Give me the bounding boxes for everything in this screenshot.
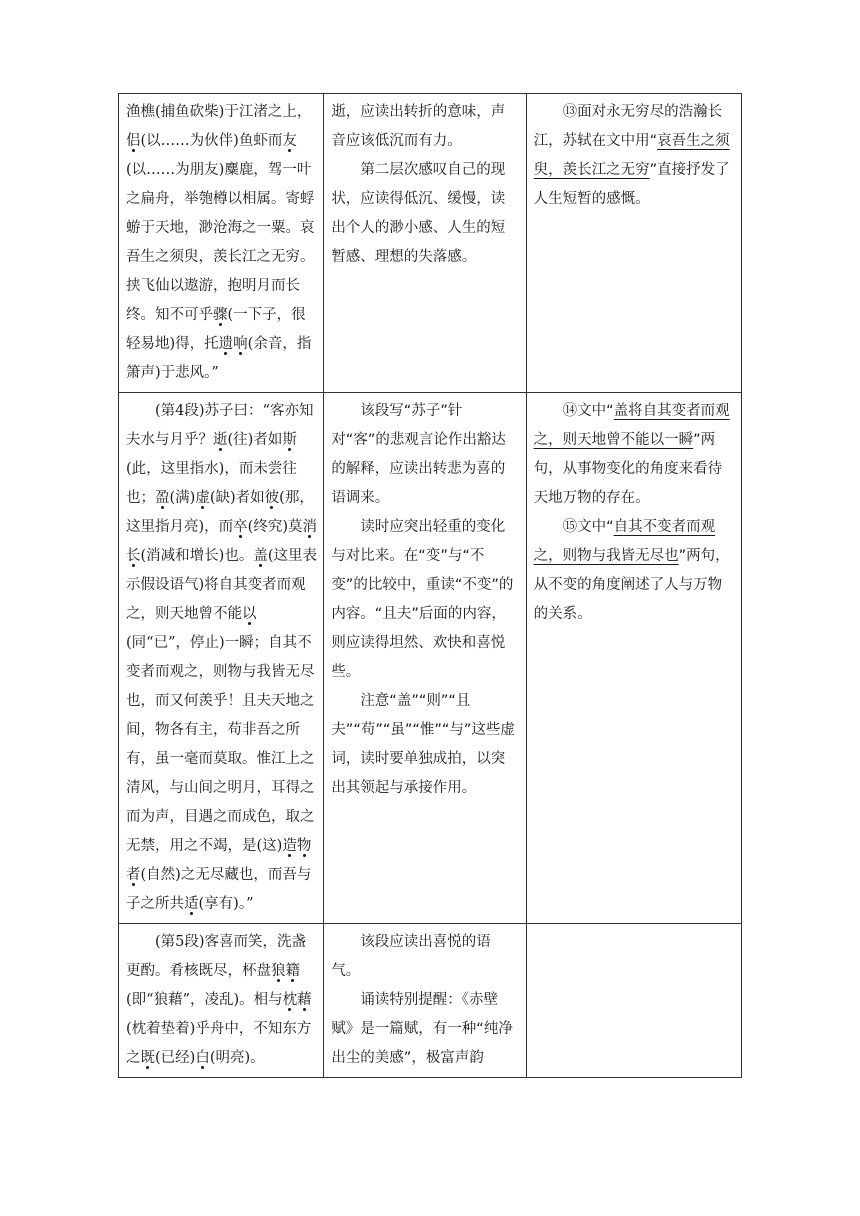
emphasis-dot-char: 籍 bbox=[285, 963, 300, 979]
source-text-cell bbox=[119, 924, 324, 1078]
emphasis-dot-char: 虚 bbox=[195, 490, 210, 506]
emphasis-dot-char: 彼 bbox=[264, 490, 280, 506]
emphasis-dot-char: 逝 bbox=[213, 432, 228, 448]
analysis-text: ⑮文中“ bbox=[562, 519, 614, 535]
text-segment: (以……为伙伴)鱼虾而 bbox=[140, 133, 283, 149]
emphasis-dot-char: 白 bbox=[195, 1050, 210, 1066]
emphasis-dot-char: 物 bbox=[296, 838, 312, 854]
table-row bbox=[119, 924, 742, 1078]
reading-guide-paragraph: 逝，应读出转折的意味，声音应该低沉而有力。 bbox=[331, 104, 506, 149]
text-segment: (消减和增长)也。 bbox=[140, 548, 254, 564]
text-segment: (这) bbox=[256, 838, 283, 854]
source-text-cell bbox=[119, 393, 324, 924]
source-text bbox=[126, 397, 317, 919]
text-segment: 渔樵 bbox=[126, 104, 155, 120]
text-segment: (第5段)客喜而笑，洗盏更酌。肴核既尽，杯盘 bbox=[126, 934, 307, 979]
text-segment: (第4段)苏子曰：“客亦知夫水与月乎？ bbox=[126, 403, 314, 448]
text-segment: (享有)。” bbox=[198, 896, 254, 912]
source-text bbox=[126, 928, 317, 1073]
emphasis-dot-char: 者 bbox=[126, 867, 141, 883]
emphasis-dot-char: 盈 bbox=[155, 490, 170, 506]
emphasis-dot-char: 友 bbox=[282, 133, 297, 149]
analysis-text: ”两句，从不变的角度阐述了人与万物的关系。 bbox=[533, 548, 730, 622]
text-segment: (枕着垫着)乎舟中，不知东方之 bbox=[126, 1021, 312, 1066]
emphasis-dot-char: 斯 bbox=[282, 432, 297, 448]
analysis-cell bbox=[526, 924, 741, 1078]
text-segment: (往)者如 bbox=[227, 432, 283, 448]
text-segment: (余音，指箫声)于悲风。” bbox=[126, 336, 312, 381]
analysis-text: ”两句，从事物变化的角度来看待天地万物的存在。 bbox=[533, 432, 723, 506]
text-segment: (以……为朋友)麋鹿，驾一叶之扁舟，举匏樽以相属。寄蜉蝣于天地，渺沧海之一粟。哀吾生之须臾，羡长江之无穷。挟飞仙以遨游，抱明月而长终。知不可乎 bbox=[126, 162, 315, 323]
emphasis-dot-char: 卒 bbox=[233, 519, 248, 535]
analysis-text: ”直接抒发了人生短暂的感慨。 bbox=[533, 162, 730, 207]
analysis-paragraph bbox=[534, 98, 735, 214]
text-segment: (明亮)。 bbox=[209, 1050, 265, 1066]
analysis-cell bbox=[526, 94, 741, 393]
emphasis-dot-char: 以 bbox=[242, 606, 257, 622]
analysis-text: ⑬面对永无穷尽的浩瀚长江，苏轼在文中用“ bbox=[533, 104, 723, 149]
emphasis-dot-char: 长 bbox=[126, 548, 141, 564]
text-segment: (缺)者如 bbox=[209, 490, 265, 506]
emphasis-dot-char: 狼 bbox=[271, 963, 286, 979]
emphasis-dot-char: 消 bbox=[302, 519, 317, 535]
text-segment: (这里表示假设语气)将自其变者而观之，则天地曾不能 bbox=[126, 548, 317, 622]
reading-guide-paragraph: 读时应突出轻重的变化与对比来。在“变”与“不变”的比较中，重读“不变”的内容。“且夫”后面的内容，则应读得坦然、欢快和喜悦些。 bbox=[331, 519, 514, 680]
text-segment: (那，这里指月亮)，而 bbox=[126, 490, 314, 535]
emphasis-dot-char: 骤 bbox=[213, 307, 228, 323]
emphasis-dot-char: 盖 bbox=[253, 548, 268, 564]
analysis-cell bbox=[526, 393, 741, 924]
source-text-cell bbox=[119, 94, 324, 393]
emphasis-dot-char: 侣 bbox=[126, 133, 141, 149]
reading-guide-paragraph: 第二层次感叹自己的现状，应读得低沉、缓慢，读出个人的渺小感、人生的短暂感、理想的失落感。 bbox=[331, 162, 506, 265]
analysis-text: ⑭文中“ bbox=[562, 403, 614, 419]
emphasis-dot-char: 藉 bbox=[297, 992, 312, 1008]
reading-guide-paragraph: 该段应读出喜悦的语气。 bbox=[331, 934, 491, 979]
emphasis-dot-char: 既 bbox=[140, 1050, 155, 1066]
annotation-table bbox=[118, 93, 742, 1078]
text-segment: (捕鱼砍柴)于江渚之上， bbox=[155, 104, 312, 120]
quoted-text: 盖将自其变者而观之，则天地曾不能以一瞬 bbox=[533, 403, 730, 448]
emphasis-dot-char: 适 bbox=[184, 896, 199, 912]
emphasis-dot-char: 造 bbox=[282, 838, 297, 854]
text-segment: (此，这里指水)，而未尝往也； bbox=[126, 461, 297, 506]
reading-guide-cell bbox=[324, 924, 526, 1078]
reading-guide-paragraph: 该段写“苏子”针对“客”的悲观言论作出豁达的解释，应读出转悲为喜的语调来。 bbox=[331, 403, 506, 506]
analysis-paragraph bbox=[534, 397, 735, 513]
quoted-text: 自其不变者而观之，则物与我皆无尽也 bbox=[533, 519, 716, 564]
text-segment: (满) bbox=[169, 490, 196, 506]
reading-guide-paragraph: 诵读特别提醒：《赤壁赋》是一篇赋，有一种“纯净出尘的美感”，极富声韵 bbox=[331, 992, 513, 1066]
emphasis-dot-char: 响 bbox=[233, 336, 248, 352]
reading-guide-cell bbox=[324, 393, 526, 924]
text-segment: (终究)莫 bbox=[247, 519, 303, 535]
text-segment: (已经) bbox=[155, 1050, 196, 1066]
text-segment: (自然)之无尽藏也，而吾与子之所共 bbox=[126, 867, 312, 912]
emphasis-dot-char: 遗 bbox=[218, 336, 234, 352]
table-row bbox=[119, 393, 742, 924]
source-text bbox=[126, 98, 317, 388]
text-segment: (一下子，很轻易地)得，托 bbox=[126, 307, 306, 352]
analysis-paragraph bbox=[534, 513, 735, 629]
text-segment: (同“已”，停止)一瞬；自其不变者而观之，则物与我皆无尽也，而又何羡乎！且夫天地之间，物各有主，苟非吾之所有，虽一毫而莫取。惟江上之清风，与山间之明月，耳得之而为声，目遇之而成色，取之无禁，用之不竭，是 bbox=[126, 635, 315, 854]
text-segment: (即“狼藉”，凌乱)。相与 bbox=[126, 992, 283, 1008]
reading-guide-paragraph: 注意“盖”“则”“且夫”“苟”“虽”“惟”“与”这些虚词，读时要单独成拍，以突出其领起与承接作用。 bbox=[331, 693, 515, 796]
table-row bbox=[119, 94, 742, 393]
reading-guide-cell bbox=[324, 94, 526, 393]
emphasis-dot-char: 枕 bbox=[282, 992, 298, 1008]
quoted-text: 哀吾生之须臾，羡长江之无穷 bbox=[533, 133, 730, 178]
